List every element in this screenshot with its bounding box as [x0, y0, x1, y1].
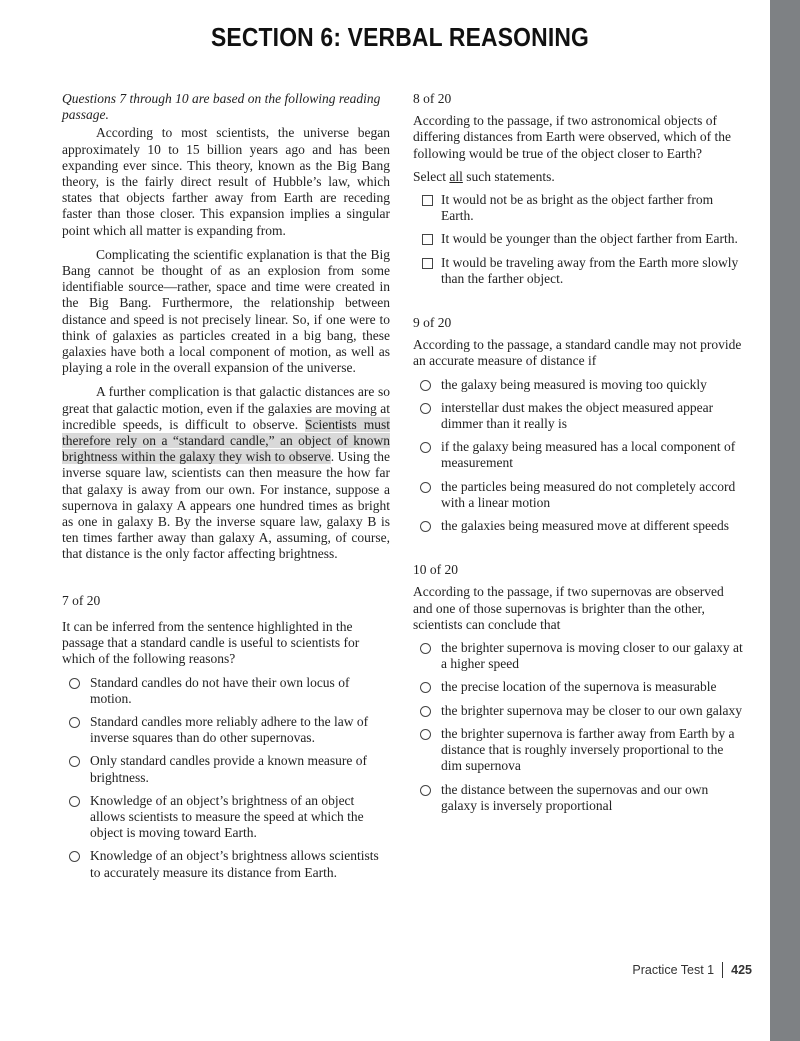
question-9-choice[interactable]	[413, 377, 743, 393]
footer-label: Practice Test 1	[632, 963, 715, 977]
question-8-choice[interactable]	[413, 255, 743, 287]
choice-label: the brighter supernova is farther away from Earth by a distance that is roughly inversely proportional to the dim supernova	[441, 725, 735, 774]
question-7-choice[interactable]	[62, 848, 390, 880]
instruction-text: Select	[413, 168, 450, 184]
question-9-stem: According to the passage, a standard candle may not provide an accurate measure of distance if	[413, 337, 742, 369]
question-9-number: 9 of 20	[413, 315, 452, 331]
choice-label: It would be younger than the object farther from Earth.	[441, 231, 738, 247]
question-10-choice[interactable]	[413, 726, 743, 775]
choice-label: the brighter supernova is moving closer to our galaxy at a higher speed	[441, 640, 743, 672]
passage-paragraph-3	[62, 384, 390, 562]
checkbox-icon[interactable]	[422, 234, 433, 245]
radio-icon[interactable]	[69, 796, 80, 807]
question-9-choice[interactable]	[413, 479, 743, 511]
question-10-choice[interactable]	[413, 703, 743, 719]
radio-icon[interactable]	[420, 706, 431, 717]
radio-icon[interactable]	[420, 521, 431, 532]
radio-icon[interactable]	[420, 729, 431, 740]
question-10-choice[interactable]	[413, 679, 743, 695]
choice-label: the distance between the supernovas and our own galaxy is inversely proportional	[441, 781, 709, 813]
passage-paragraph-1: According to most scientists, the universe began approximately 10 to 15 billion years ago and has been expanding ever since. This theory, known as the Big Bang theory, is the fairly direct result of Hubble’s law, which states that objects farther away from Earth are receding faster than those closer. This expansion implies a singular point which all matter is expanding from.	[62, 125, 390, 238]
instruction-text: such statements.	[462, 168, 555, 184]
question-7-number: 7 of 20	[62, 592, 101, 608]
question-9-choice[interactable]	[413, 518, 743, 534]
radio-icon[interactable]	[420, 442, 431, 453]
radio-icon[interactable]	[420, 785, 431, 796]
question-7-choice[interactable]	[62, 675, 390, 707]
choice-label: Standard candles do not have their own locus of motion.	[90, 674, 350, 706]
passage-paragraph-2: Complicating the scientific explanation is that the Big Bang cannot be thought of as an explosion from some identifiable source—rather, space and time were created in the Big Bang. Furthermore, the relationship between distance and speed is not precisely linear. So, if one were to think of galaxies as particles created in a big bang, these galaxies have both a local component of motion, as well as playing a role in the overall expansion of the universe.	[62, 246, 390, 376]
choice-label: It would be traveling away from the Earth more slowly than the farther object.	[441, 254, 739, 286]
radio-icon[interactable]	[420, 643, 431, 654]
checkbox-icon[interactable]	[422, 258, 433, 269]
page-edge-tab	[770, 0, 800, 1041]
choice-label: It would not be as bright as the object farther from Earth.	[441, 192, 714, 224]
right-column	[413, 91, 743, 814]
passage-intro: Questions 7 through 10 are based on the following reading passage.	[62, 91, 381, 123]
choice-label: Knowledge of an object’s brightness allows scientists to accurately measure its distance from Earth.	[90, 848, 379, 880]
question-7-choice[interactable]	[62, 753, 390, 785]
choice-label: the particles being measured do not completely accord with a linear motion	[441, 478, 736, 510]
instruction-emphasis: all	[449, 168, 463, 184]
left-column	[62, 91, 390, 881]
choice-label: Knowledge of an object’s brightness of an object allows scientists to measure the speed at which the object is moving toward Earth.	[90, 792, 364, 841]
choice-label: Only standard candles provide a known measure of brightness.	[90, 753, 368, 785]
choice-label: the brighter supernova may be closer to our own galaxy	[441, 702, 743, 718]
question-9-choice[interactable]	[413, 400, 743, 432]
choice-label: if the galaxy being measured has a local component of measurement	[441, 439, 736, 471]
page-footer	[632, 962, 752, 978]
choice-label: the galaxies being measured move at different speeds	[441, 518, 730, 534]
radio-icon[interactable]	[69, 678, 80, 689]
question-7-choice[interactable]	[62, 793, 390, 842]
radio-icon[interactable]	[69, 756, 80, 767]
passage-text: . Using the inverse square law, scientists can then measure the how far that galaxy is away from our own. For instance, suppose a supernova in galaxy A appears one hundred times as bright as one in galaxy B. By the inverse square law, galaxy B is ten times farther away than galaxy A, assuming, of course, that distance is the only factor affecting brightness.	[62, 449, 390, 562]
radio-icon[interactable]	[420, 682, 431, 693]
checkbox-icon[interactable]	[422, 195, 433, 206]
radio-icon[interactable]	[69, 717, 80, 728]
question-7-stem: It can be inferred from the sentence highlighted in the passage that a standard candle is useful to scientists for which of the following reasons?	[62, 618, 360, 667]
question-8-number: 8 of 20	[413, 91, 452, 106]
question-10-choice[interactable]	[413, 782, 743, 814]
radio-icon[interactable]	[69, 851, 80, 862]
choice-label: the galaxy being measured is moving too quickly	[441, 376, 707, 392]
question-8-instruction	[413, 169, 743, 185]
footer-divider	[722, 962, 723, 978]
question-9-choice[interactable]	[413, 439, 743, 471]
passage-text: A further complication is that galactic distances are so great that galactic motion, even if the galaxies are moving at incredible speeds, is difficult to observe.	[62, 384, 390, 432]
question-10-choice[interactable]	[413, 640, 743, 672]
radio-icon[interactable]	[420, 380, 431, 391]
page-number: 425	[731, 963, 752, 977]
question-8-choice[interactable]	[413, 231, 743, 247]
choice-label: Standard candles more reliably adhere to the law of inverse squares than do other supernovas.	[90, 713, 369, 746]
question-8-stem: According to the passage, if two astronomical objects of differing distances from Earth were observed, which of the following would be true of the object closer to Earth?	[413, 113, 732, 161]
question-8-choice[interactable]	[413, 192, 743, 224]
choice-label: interstellar dust makes the object measured appear dimmer than it really is	[441, 399, 714, 432]
radio-icon[interactable]	[420, 403, 431, 414]
highlighted-sentence: Scientists must therefore rely on a “standard candle,” an object of known brightness within the galaxy they wish to observe	[62, 416, 390, 465]
section-title: SECTION 6: VERBAL REASONING	[210, 22, 590, 52]
choice-label: the precise location of the supernova is measurable	[441, 679, 717, 695]
question-7-choice[interactable]	[62, 714, 390, 746]
radio-icon[interactable]	[420, 482, 431, 493]
question-10-stem: According to the passage, if two supernovas are observed and one of those supernovas is brighter than the other, scientists can conclude that	[413, 584, 724, 632]
question-10-number: 10 of 20	[413, 562, 458, 578]
